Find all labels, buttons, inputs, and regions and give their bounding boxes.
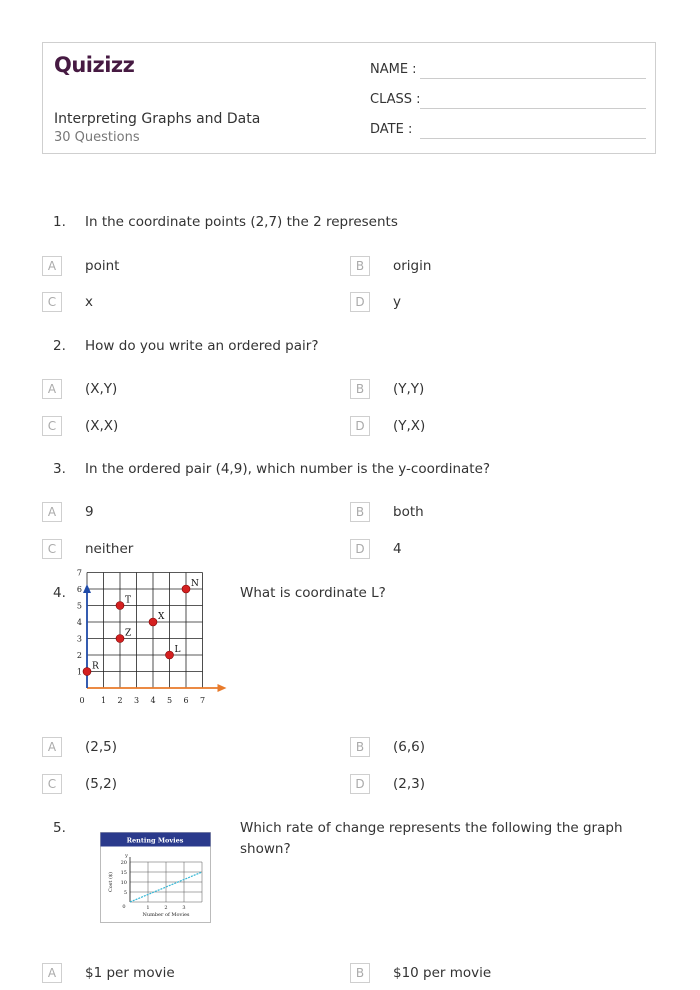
- option-text: origin: [393, 258, 432, 274]
- question-4-number: 4.: [53, 585, 66, 601]
- point-r: [83, 668, 91, 676]
- origin-label: 0: [79, 696, 85, 705]
- point-x: [149, 618, 157, 626]
- x-tick-label: 4: [150, 696, 156, 705]
- y-tick-label: 2: [76, 651, 82, 660]
- option-letter-box: B: [350, 379, 370, 399]
- option-letter-box: B: [350, 737, 370, 757]
- y-tick-label: 3: [76, 634, 82, 644]
- graph-title: Renting Movies: [126, 836, 184, 845]
- x-tick-label: 1: [100, 696, 107, 705]
- y-axis-label: Cost ($): [108, 871, 114, 893]
- date-field[interactable]: [370, 122, 650, 142]
- option-text: both: [393, 504, 424, 520]
- name-field[interactable]: [370, 62, 650, 82]
- option-text: (X,Y): [85, 381, 118, 397]
- option-text: y: [393, 294, 401, 310]
- x-tick-label: 5: [166, 696, 173, 705]
- option-text: (5,2): [85, 776, 118, 792]
- point-label-z: Z: [125, 628, 132, 639]
- worksheet-header: [42, 42, 656, 154]
- point-label-t: T: [125, 595, 132, 606]
- y-tick-label: 4: [76, 618, 82, 627]
- x-tick-label: 2: [117, 696, 123, 705]
- y-tick-label: 1: [76, 667, 82, 677]
- option-letter-box: B: [350, 502, 370, 522]
- option-letter-box: C: [42, 539, 62, 559]
- option-text: 4: [393, 541, 402, 557]
- point-label-n: N: [191, 579, 199, 589]
- y-tick-label: 10: [120, 880, 127, 886]
- question-2-number: 2.: [53, 338, 66, 354]
- y-tick-label: 7: [76, 568, 82, 578]
- quizizz-logo: Quizizz: [54, 53, 135, 77]
- option-letter-box: C: [42, 292, 62, 312]
- x-tick-label: 3: [182, 905, 186, 911]
- option-letter-box: A: [42, 379, 62, 399]
- option-text: (Y,X): [393, 418, 426, 434]
- option-letter-box: B: [350, 256, 370, 276]
- x-tick-label: 1: [146, 905, 150, 911]
- question-2-text: How do you write an ordered pair?: [85, 338, 319, 354]
- option-letter-box: C: [42, 416, 62, 436]
- class-label: CLASS :: [370, 92, 421, 107]
- x-tick-label: 7: [199, 696, 206, 705]
- y-tick-label: 5: [123, 890, 127, 896]
- question-1-text: In the coordinate points (2,7) the 2 represents: [85, 214, 398, 230]
- x-tick-label: 3: [133, 696, 140, 705]
- option-letter-box: C: [42, 774, 62, 794]
- option-text: (Y,Y): [393, 381, 425, 397]
- option-text: x: [85, 294, 93, 310]
- point-label-l: L: [174, 645, 181, 655]
- option-text: (X,X): [85, 418, 119, 434]
- option-text: $1 per movie: [85, 965, 175, 981]
- y-axis-letter: y: [125, 853, 128, 859]
- point-n: [182, 585, 190, 593]
- question-5-number: 5.: [53, 820, 66, 836]
- option-text: (2,5): [85, 739, 118, 755]
- y-tick-label: 20: [120, 860, 127, 866]
- point-label-r: R: [92, 661, 99, 672]
- question-3-number: 3.: [53, 461, 66, 477]
- question-4-text: What is coordinate L?: [240, 585, 386, 601]
- option-text: neither: [85, 541, 134, 557]
- x-axis-arrow: [218, 684, 227, 692]
- question-3-text: In the ordered pair (4,9), which number is the y-coordinate?: [85, 461, 491, 477]
- option-text: point: [85, 258, 120, 274]
- question-1-number: 1.: [53, 214, 66, 230]
- origin-label: 0: [122, 904, 126, 910]
- name-label: NAME :: [370, 62, 417, 77]
- rate-graph: [100, 832, 212, 924]
- date-line[interactable]: [420, 138, 646, 139]
- class-line[interactable]: [420, 108, 646, 109]
- question-count: 30 Questions: [54, 130, 140, 145]
- y-tick-label: 6: [76, 585, 82, 594]
- x-tick-label: 6: [183, 696, 189, 705]
- option-letter-box: A: [42, 502, 62, 522]
- x-axis-label: Number of Movies: [142, 912, 190, 918]
- point-label-x: X: [158, 612, 165, 622]
- point-z: [116, 635, 124, 643]
- option-text: (2,3): [393, 776, 426, 792]
- option-letter-box: A: [42, 737, 62, 757]
- date-label: DATE :: [370, 122, 413, 137]
- class-field[interactable]: [370, 92, 650, 112]
- name-line[interactable]: [420, 78, 646, 79]
- option-letter-box: D: [350, 292, 370, 312]
- y-axis-arrow: [83, 584, 91, 593]
- option-letter-box: B: [350, 963, 370, 983]
- option-letter-box: A: [42, 963, 62, 983]
- point-t: [116, 602, 124, 610]
- option-text: (6,6): [393, 739, 426, 755]
- option-letter-box: D: [350, 774, 370, 794]
- option-letter-box: A: [42, 256, 62, 276]
- y-tick-label: 5: [76, 601, 82, 611]
- option-text: $10 per movie: [393, 965, 492, 981]
- option-letter-box: D: [350, 539, 370, 559]
- option-text: 9: [85, 504, 94, 520]
- option-letter-box: D: [350, 416, 370, 436]
- coordinate-graph: [76, 568, 230, 713]
- x-tick-label: 2: [164, 905, 168, 911]
- worksheet-title: Interpreting Graphs and Data: [54, 111, 261, 127]
- question-5-text: Which rate of change represents the following the graph shown?: [240, 820, 623, 857]
- y-tick-label: 15: [120, 870, 127, 876]
- point-l: [166, 651, 174, 659]
